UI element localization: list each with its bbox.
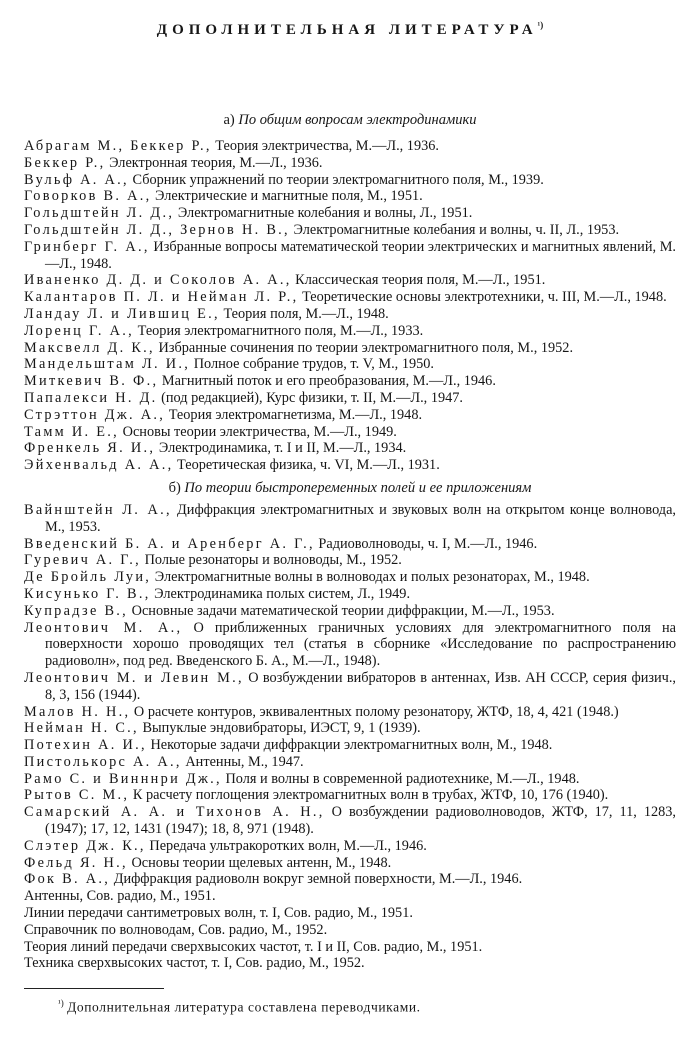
reference-entry (24, 569, 676, 586)
section-b-label: б) (168, 479, 181, 496)
reference-text: Диффракция радиоволн вокруг земной поверхности, М.—Л., 1946. (113, 871, 523, 888)
reference-text: Электромагнитные волны в волноводах и полых резонаторах, М., 1948. (154, 569, 590, 586)
reference-text: Полное собрание трудов, т. V, М., 1950. (193, 356, 434, 373)
reference-entry (24, 922, 676, 939)
reference-text: Антенны, Сов. радио, М., 1951. (24, 888, 216, 905)
reference-text: Основы теории щелевых антенн, М., 1948. (131, 854, 392, 871)
reference-text: Электронная теория, М.—Л., 1936. (109, 154, 323, 171)
footnote-divider (24, 988, 164, 989)
reference-text: Теоретическая физика, ч. VI, М.—Л., 1931. (177, 457, 440, 474)
reference-entry (24, 905, 676, 922)
reference-text: Теоретические основы электротехники, ч. III, М.—Л., 1948. (302, 289, 667, 306)
reference-author: Говорков В. А., (24, 188, 152, 205)
reference-entry (24, 871, 676, 888)
reference-text: Поля и волны в современной радиотехнике, М.—Л., 1948. (225, 770, 580, 787)
reference-author: Гольдштейн Л. Д., Зернов Н. В., (24, 221, 290, 238)
reference-text: Электрические и магнитные поля, М., 1951. (155, 188, 423, 205)
reference-text: Электромагнитные колебания и волны, ч. II, Л., 1953. (293, 221, 620, 238)
reference-entry (24, 239, 676, 273)
reference-author: Эйхенвальд А. А., (24, 457, 174, 474)
reference-author: Беккер Р., (24, 154, 106, 171)
reference-author: Стрэттон Дж. А., (24, 406, 166, 423)
reference-text: Полые резонаторы и волноводы, М., 1952. (144, 552, 402, 569)
reference-entry (24, 356, 676, 373)
reference-text: О расчете контуров, эквивалентных полому резонатору, ЖТФ, 18, 4, 421 (1948.) (133, 703, 619, 720)
reference-entry (24, 323, 676, 340)
reference-entry (24, 205, 676, 222)
reference-author: Малов Н. Н., (24, 703, 131, 720)
reference-entry (24, 440, 676, 457)
title-footnote-mark: ¹) (537, 20, 544, 30)
reference-author: Мандельштам Л. И., (24, 356, 191, 373)
reference-text: Теория линий передачи сверхвысоких частот, т. I и II, Сов. радио, М., 1951. (24, 938, 483, 955)
footnote-mark: ¹) (58, 998, 64, 1009)
reference-entry (24, 340, 676, 357)
reference-text: Теория электричества, М.—Л., 1936. (215, 138, 439, 154)
reference-text: Основные задачи математической теории диффракции, М.—Л., 1953. (131, 602, 555, 619)
reference-entry (24, 155, 676, 172)
reference-author: Гольдштейн Л. Д., (24, 205, 175, 222)
reference-author: Рытов С. М., (24, 787, 130, 804)
reference-text: Теория электромагнетизма, М.—Л., 1948. (168, 406, 423, 423)
reference-text: Теория электромагнитного поля, М.—Л., 1933. (137, 322, 424, 339)
reference-entry (24, 222, 676, 239)
reference-text: Классическая теория поля, М.—Л., 1951. (295, 272, 546, 289)
reference-text: Основы теории электричества, М.—Л., 1949. (122, 423, 397, 440)
reference-author: Вайнштейн Л. А., (24, 501, 172, 518)
reference-text: К расчету поглощения электромагнитных волн в трубах, ЖТФ, 10, 176 (1940). (132, 787, 609, 804)
reference-text: Избранные вопросы математической теории электрических и магнитных явлений, М.—Л., 1948. (45, 238, 676, 272)
reference-author: Нейман Н. С., (24, 720, 139, 737)
reference-author: Калантаров П. Л. и Нейман Л. Р., (24, 289, 299, 306)
reference-text: Электродинамика полых систем, Л., 1949. (154, 585, 411, 602)
book-page (24, 14, 676, 1016)
reference-author: Кисунько Г. В., (24, 585, 151, 602)
reference-entry (24, 536, 676, 553)
reference-entry (24, 720, 676, 737)
reference-author: Купрадзе В., (24, 602, 129, 619)
reference-author: Максвелл Д. К., (24, 339, 155, 356)
reference-entry (24, 407, 676, 424)
footnote (58, 995, 676, 1016)
reference-author: Потехин А. И., (24, 737, 147, 754)
reference-entry (24, 138, 676, 155)
reference-author: Самарский А. А. и Тихонов А. Н., (24, 804, 325, 821)
page-title-text: ДОПОЛНИТЕЛЬНАЯ ЛИТЕРАТУРА (156, 22, 538, 38)
reference-author: Введенский Б. А. и Аренберг А. Г., (24, 535, 315, 552)
reference-text: О возбуждении радиоволноводов, ЖТФ, 17, 11, 1283, (1947); 17, 12, 1431 (1947); 18, 8, 971 (1948). (45, 804, 677, 838)
reference-text: Теория поля, М.—Л., 1948. (223, 305, 389, 322)
reference-entry (24, 188, 676, 205)
reference-author: Папалекси Н. Д. (24, 389, 158, 406)
reference-entry (24, 737, 676, 754)
reference-text: Диффракция электромагнитных и звуковых волн на открытом конце волновода, М., 1953. (45, 501, 676, 535)
reference-author: Рамо С. и Винннри Дж., (24, 770, 222, 787)
reference-author: Френкель Я. И., (24, 440, 156, 457)
reference-entry (24, 771, 676, 788)
reference-author: Лоренц Г. А., (24, 322, 135, 339)
reference-entry (24, 586, 676, 603)
section-a-title: По общим вопросам электродинамики (238, 112, 477, 128)
reference-entry (24, 390, 676, 407)
reference-author: Ландау Л. и Лившиц Е., (24, 305, 220, 322)
reference-text: Линии передачи сантиметровых волн, т. I, Сов. радио, М., 1951. (24, 905, 413, 922)
reference-text: Магнитный поток и его преобразования, М.—Л., 1946. (161, 373, 496, 390)
reference-entry (24, 787, 676, 804)
reference-text: Избранные сочинения по теории электромагнитного поля, М., 1952. (158, 339, 574, 356)
reference-entry (24, 457, 676, 474)
reference-text: О возбуждении вибраторов в антеннах, Изв. АН СССР, серия физич., 8, 3, 156 (1944). (45, 669, 677, 703)
reference-author: Слэтер Дж. К., (24, 837, 146, 854)
reference-text: Некоторые задачи диффракции электромагнитных волн, М., 1948. (150, 737, 553, 754)
reference-text: Электродинамика, т. I и II, М.—Л., 1934. (158, 440, 407, 457)
reference-author: Де Бройль Луи, (24, 569, 152, 586)
reference-text: Передача ультракоротких волн, М.—Л., 1946. (149, 837, 427, 854)
reference-text: Антенны, М., 1947. (185, 753, 304, 770)
reference-author: Леонтович М. и Левин М., (24, 669, 244, 686)
reference-author: Абрагам М., Беккер Р., (24, 138, 212, 154)
reference-text: Радиоволноводы, ч. I, М.—Л., 1946. (318, 535, 538, 552)
reference-entry (24, 804, 676, 838)
reference-entry (24, 955, 676, 972)
reference-entry (24, 754, 676, 771)
reference-entry (24, 855, 676, 872)
reference-entry (24, 838, 676, 855)
reference-author: Миткевич В. Ф., (24, 373, 159, 390)
reference-entry (24, 670, 676, 704)
reference-entry (24, 272, 676, 289)
reference-entry (24, 502, 676, 536)
reference-author: Фок В. А., (24, 871, 111, 888)
reference-author: Фельд Я. Н., (24, 854, 128, 871)
section-a-heading (24, 111, 676, 130)
reference-entry (24, 603, 676, 620)
page-title (24, 14, 676, 41)
reference-entry (24, 373, 676, 390)
section-a-list (24, 138, 676, 474)
reference-entry (24, 620, 676, 670)
reference-author: Гуревич А. Г., (24, 552, 142, 569)
reference-author: Пистолькорс А. А., (24, 753, 182, 770)
reference-author: Вульф А. А., (24, 171, 129, 188)
reference-text: Сборник упражнений по теории электромагнитного поля, М., 1939. (132, 171, 544, 188)
reference-text: Электромагнитные колебания и волны, Л., 1951. (177, 205, 473, 222)
section-a-label: а) (223, 112, 235, 128)
section-b-heading (24, 479, 676, 498)
reference-entry (24, 289, 676, 306)
reference-entry (24, 172, 676, 189)
reference-entry (24, 306, 676, 323)
footnote-text: Дополнительная литература составлена переводчиками. (67, 999, 421, 1015)
reference-text: Техника сверхвысоких частот, т. I, Сов. радио, М., 1952. (24, 955, 365, 972)
section-b-title: По теории быстропеременных полей и ее приложениям (184, 479, 532, 496)
reference-author: Гринберг Г. А., (24, 238, 150, 255)
reference-entry (24, 888, 676, 905)
reference-text: О приближенных граничных условиях для электромагнитного поля на поверхности хорошо проводящих тел (статья в сборнике «Исследование по распространению радиоволн», под ред. Введенского Б. А., М.—Л., 1948). (45, 619, 676, 670)
reference-author: Леонтович М. А., (24, 619, 183, 636)
reference-entry (24, 704, 676, 721)
reference-entry (24, 939, 676, 956)
reference-text: (под редакцией), Курс физики, т. II, М.—Л., 1947. (161, 389, 463, 406)
reference-author: Иваненко Д. Д. и Соколов А. А., (24, 272, 292, 289)
reference-entry (24, 552, 676, 569)
reference-entry (24, 424, 676, 441)
reference-text: Выпуклые эндовибраторы, ИЭСТ, 9, 1 (1939). (142, 720, 421, 737)
reference-author: Тамм И. Е., (24, 423, 120, 440)
reference-text: Справочник по волноводам, Сов. радио, М., 1952. (24, 921, 328, 938)
section-b-list (24, 502, 676, 972)
